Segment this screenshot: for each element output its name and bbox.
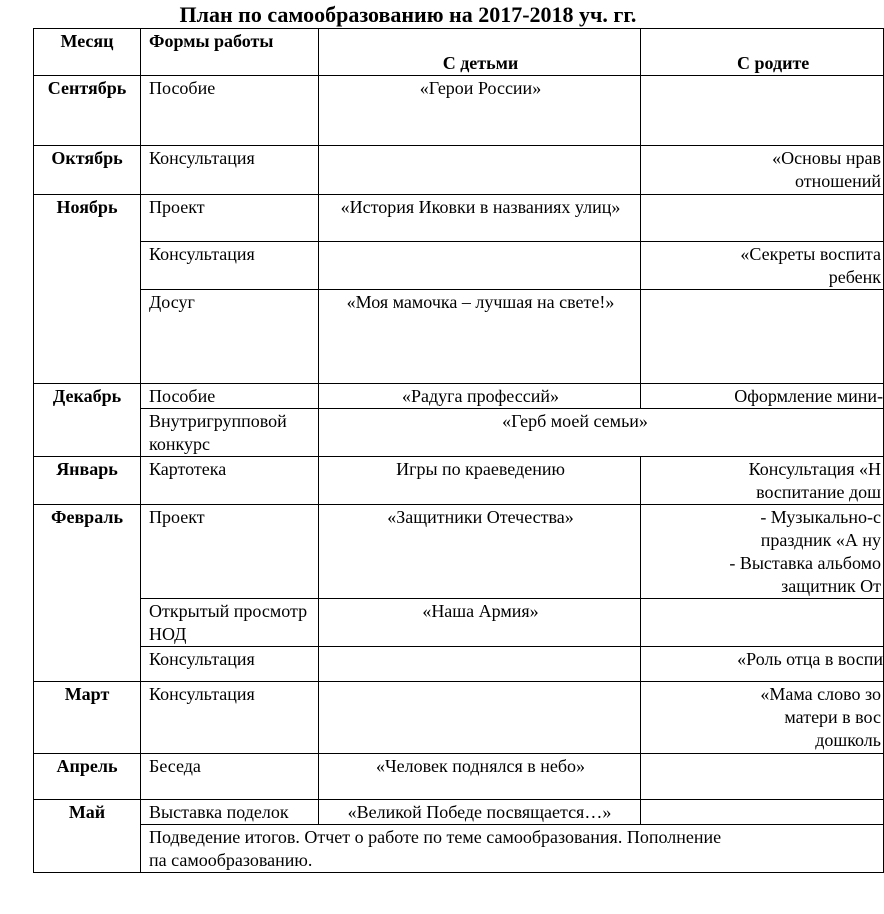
parents-line: Консультация «Н [748, 459, 881, 479]
table-header-row [34, 29, 884, 76]
header-children: С детьми [319, 29, 641, 76]
form-cell: Консультация [141, 647, 319, 682]
parents-line: отношений [794, 171, 881, 191]
month-cell: Март [34, 682, 141, 754]
parents-line: «Секреты воспита [740, 244, 881, 264]
table-row [34, 409, 884, 457]
parents-cell [641, 242, 884, 290]
form-cell: Консультация [141, 682, 319, 754]
form-cell: Выставка поделок [141, 800, 319, 825]
children-cell: «Великой Победе посвящается…» [319, 800, 641, 825]
plan-table [33, 28, 884, 873]
header-month: Месяц [34, 29, 141, 76]
form-cell: Досуг [141, 290, 319, 384]
month-cell: Ноябрь [34, 195, 141, 384]
form-cell: Проект [141, 195, 319, 242]
form-cell: Проект [141, 505, 319, 599]
form-cell: Открытый просмотр НОД [141, 599, 319, 647]
form-cell: Внутригрупповой конкурс [141, 409, 319, 457]
month-cell: Май [34, 800, 141, 873]
month-cell: Январь [34, 457, 141, 505]
table-row [34, 800, 884, 825]
table-row [34, 146, 884, 195]
parents-line: - Музыкально-с [760, 507, 881, 527]
children-cell: «Моя мамочка – лучшая на свете!» [319, 290, 641, 384]
parents-line: защитник От [781, 576, 881, 596]
form-cell: Консультация [141, 242, 319, 290]
table-row [34, 647, 884, 682]
header-parents: С родите [641, 29, 884, 76]
table-row [34, 682, 884, 754]
parents-line: ребенк [828, 267, 881, 287]
parents-line: «Основы нрав [772, 148, 881, 168]
month-cell: Апрель [34, 754, 141, 800]
month-cell: Февраль [34, 505, 141, 682]
month-cell: Сентябрь [34, 76, 141, 146]
parents-cell: «Роль отца в воспи [641, 647, 884, 682]
parents-cell [641, 505, 884, 599]
table-row [34, 457, 884, 505]
month-cell: Декабрь [34, 384, 141, 457]
header-forms: Формы работы [141, 29, 319, 76]
children-cell [319, 146, 641, 195]
month-cell: Октябрь [34, 146, 141, 195]
children-cell: Игры по краеведению [319, 457, 641, 505]
form-cell: Пособие [141, 384, 319, 409]
children-cell: «Человек поднялся в небо» [319, 754, 641, 800]
merged-cell: «Герб моей семьи» [319, 409, 884, 457]
form-cell: Картотека [141, 457, 319, 505]
children-cell [319, 682, 641, 754]
parents-line: матери в вос [784, 707, 881, 727]
parents-cell [641, 146, 884, 195]
table-row [34, 825, 884, 873]
parents-line: дошколь [815, 730, 881, 750]
parents-line: праздник «А ну [760, 530, 881, 550]
children-cell: «История Иковки в названиях улиц» [319, 195, 641, 242]
parents-cell [641, 195, 884, 242]
children-cell [319, 647, 641, 682]
parents-line: воспитание дош [756, 482, 881, 502]
children-cell: «Радуга профессий» [319, 384, 641, 409]
table-row [34, 290, 884, 384]
parents-cell [641, 754, 884, 800]
parents-cell [641, 800, 884, 825]
form-cell: Консультация [141, 146, 319, 195]
table-row [34, 195, 884, 242]
parents-cell [641, 76, 884, 146]
parents-cell [641, 290, 884, 384]
table-row [34, 754, 884, 800]
table-row [34, 505, 884, 599]
table-row [34, 242, 884, 290]
parents-cell [641, 682, 884, 754]
summary-cell: Подведение итогов. Отчет о работе по теме самообразования. Пополнение па самообразованию. [141, 825, 884, 873]
table-row [34, 599, 884, 647]
table-row [34, 76, 884, 146]
children-cell [319, 242, 641, 290]
form-cell: Пособие [141, 76, 319, 146]
children-cell: «Наша Армия» [319, 599, 641, 647]
table-row [34, 384, 884, 409]
form-cell: Беседа [141, 754, 319, 800]
page-title: План по самообразованию на 2017-2018 уч. гг. [179, 2, 637, 27]
parents-cell [641, 599, 884, 647]
children-cell: «Защитники Отечества» [319, 505, 641, 599]
parents-line: - Выставка альбомо [729, 553, 881, 573]
children-cell: «Герои России» [319, 76, 641, 146]
parents-cell [641, 457, 884, 505]
parents-line: «Мама слово зо [760, 684, 881, 704]
parents-cell: Оформление мини- [641, 384, 884, 409]
